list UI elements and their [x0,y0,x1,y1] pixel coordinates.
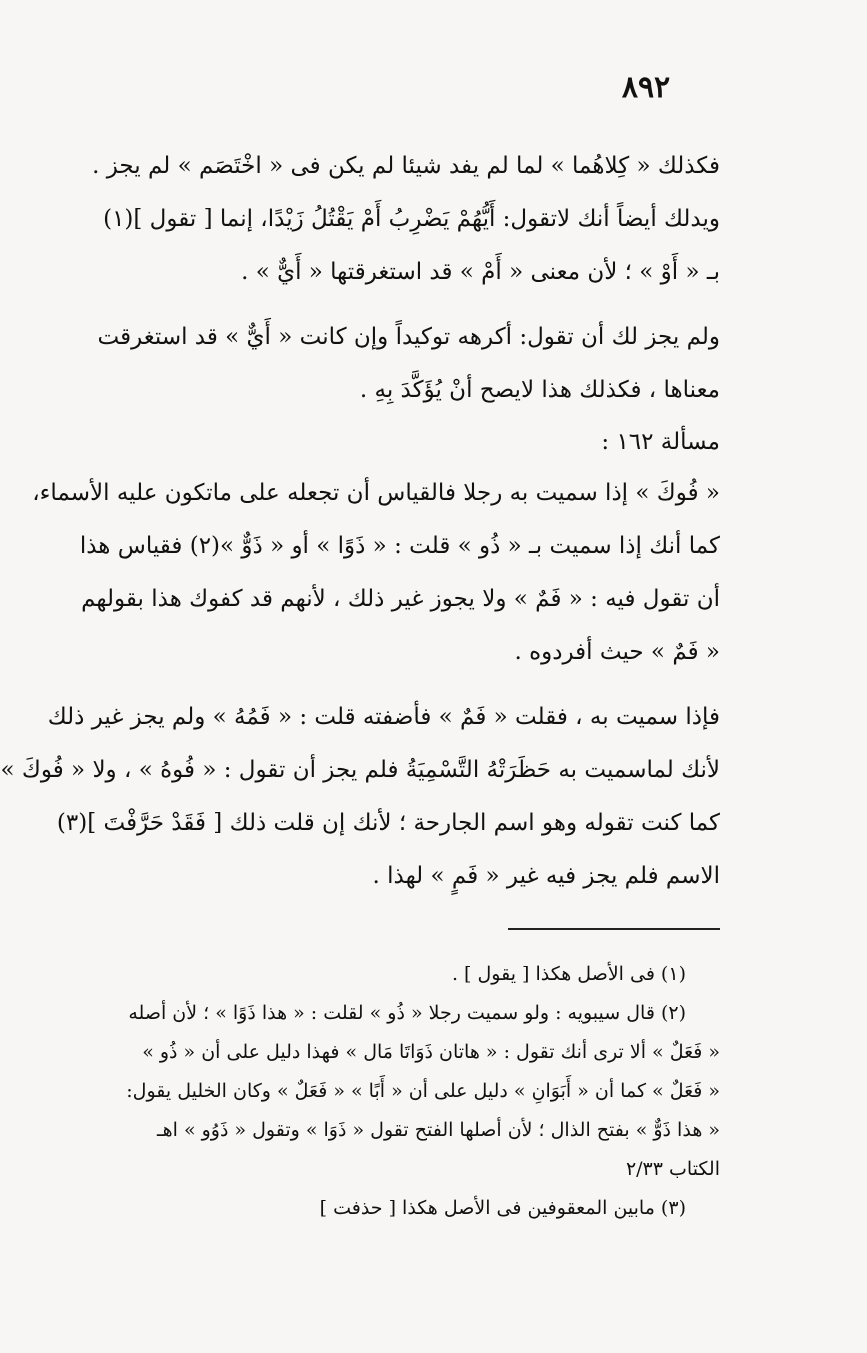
page-number: ٨٩٢ [621,70,671,105]
footnote-line: (٣) مابين المعقوفين فى الأصل هكذا [ حذفت ] [319,1197,686,1219]
text-line: الاسم فلم يجز فيه غير « فَمٍ » لهذا . [372,863,720,889]
text-line: ويدلك أيضاً أنك لاتقول: أَيُّهُمْ يَضْرِبُ أَمْ يَقْتُلُ زَيْدًا، إنما [ تقول ](١) [103,206,720,232]
text-line: كما كنت تقوله وهو اسم الجارحة ؛ لأنك إن قلت ذلك [ فَقَدْ حَرَّفْتَ ](٣) [56,810,720,836]
footnote-line: « فَعَلٌ » كما أن « أَبَوَانِ » دليل على أن « أَبًا » « فَعَلٌ » وكان الخليل يقول: [126,1080,720,1102]
text-line: ولم يجز لك أن تقول: أكرهه توكيداً وإن كانت « أَيٌّ » قد استغرقت [97,324,720,350]
footnote-line: الكتاب ٢/٣٣ [625,1158,720,1180]
footnote-line: « هذا ذَوٌّ » بفتح الذال ؛ لأن أصلها الفتح تقول « ذَوَا » وتقول « ذَوُو » اهـ [157,1119,720,1141]
text-line: معناها ، فكذلك هذا لايصح أنْ يُؤَكَّدَ بِهِ . [359,377,720,403]
footnote-line: « فَعَلٌ » ألا ترى أنك تقول : « هاتان ذَوَاتَا مَال » فهذا دليل على أن « ذُو » [142,1041,720,1063]
text-line: بـ « أَوْ » ؛ لأن معنى « أَمْ » قد استغرقتها « أَيٌّ » . [241,259,720,285]
masala-heading: مسألة ١٦٢ : [601,429,720,455]
text-line: « فَمٌ » حيث أفردوه . [514,639,720,665]
text-line: فإذا سميت به ، فقلت « فَمٌ » فأضفته قلت : « فَمُهُ » ولم يجز غير ذلك [47,704,720,730]
footnote-3 [58,1189,720,1228]
footnote-divider [508,928,720,930]
text-line: أن تقول فيه : « فَمٌ » ولا يجوز غير ذلك ، لأنهم قد كفوك هذا بقولهم [81,586,720,612]
footnote-line: (١) فى الأصل هكذا [ يقول ] . [451,963,686,985]
text-line: كما أنك إذا سميت بـ « ذُو » قلت : « ذَوًا » أو « ذَوٌّ »(٢) فقياس هذا [79,533,720,559]
text-line: « فُوكَ » إذا سميت به رجلا فالقياس أن تجعله على ماتكون عليه الأسماء، [32,480,720,506]
footnotes [58,955,720,1228]
masala-paragraph-1 [32,467,720,679]
text-line: لأنك لماسميت به حَظَرَتْهُ التَّسْمِيَةُ فلم يجز أن تقول : « فُوهُ » ، ولا « فُوكَ » [0,757,720,783]
paragraph-1 [58,140,720,299]
footnote-2 [58,994,720,1189]
main-text [0,140,720,903]
footnote-1 [58,955,720,994]
masala-paragraph-2 [0,691,720,903]
text-line: فكذلك « كِلاهُما » لما لم يفد شيئا لم يكن فى « اخْتَصَم » لم يجز . [92,153,720,179]
footnote-line: (٢) قال سيبويه : ولو سميت رجلا « ذُو » لقلت : « هذا ذَوًا » ؛ لأن أصله [128,1002,686,1024]
paragraph-2 [58,311,720,417]
